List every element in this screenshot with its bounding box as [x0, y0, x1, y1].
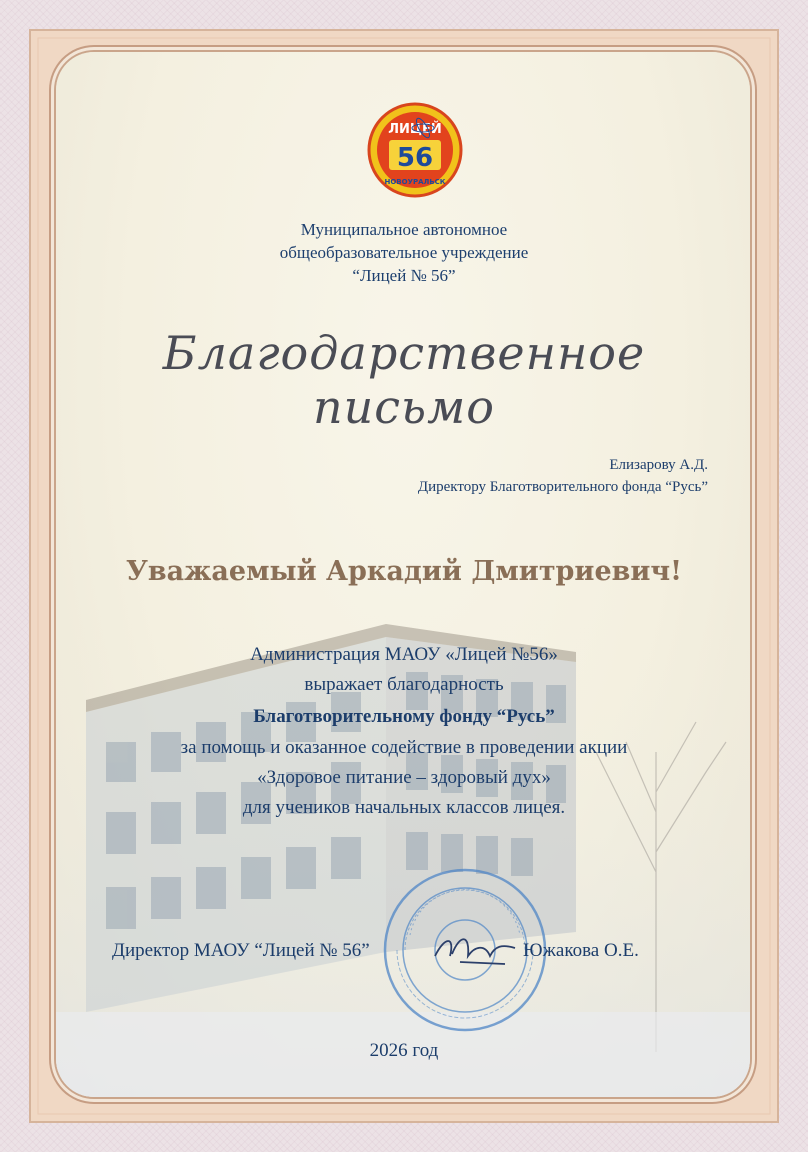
organization-line-2: общеобразовательное учреждение [279, 243, 529, 262]
lyceum-logo [365, 100, 465, 200]
body-line-4: за помощь и оказанное содействие в проведении акции [180, 737, 628, 758]
signatory-position: Директор МАОУ “Лицей № 56” [112, 940, 370, 961]
organization-line-1: Муниципальное автономное [300, 220, 508, 239]
logo-number: 56 [396, 143, 434, 173]
logo-top-text: ЛИЦЕЙ [388, 122, 442, 137]
logo-bottom-text: НОВОУРАЛЬСК [384, 178, 446, 186]
letter-title-line-1: Благодарственное [162, 326, 646, 380]
year: 2026 год [369, 1040, 439, 1061]
body-line-2: выражает благодарность [304, 674, 504, 695]
body-line-5: «Здоровое питание – здоровый дух» [257, 767, 551, 788]
body-line-6: для учеников начальных классов лицея. [242, 797, 566, 818]
organization-line-3: “Лицей № 56” [352, 266, 456, 285]
signatory-name: Южакова О.Е. [523, 940, 639, 961]
letter-title-line-2: письмо [313, 380, 495, 434]
body-line-3: Благотворительному фонду “Русь” [253, 706, 555, 727]
body-line-1: Администрация МАОУ «Лицей №56» [250, 644, 558, 665]
recipient-name: Елизарову А.Д. [609, 457, 708, 473]
salutation: Уважаемый Аркадий Дмитриевич! [125, 556, 683, 587]
recipient-position: Директору Благотворительного фонда “Русь” [417, 479, 708, 495]
handwritten-signature [430, 926, 520, 976]
